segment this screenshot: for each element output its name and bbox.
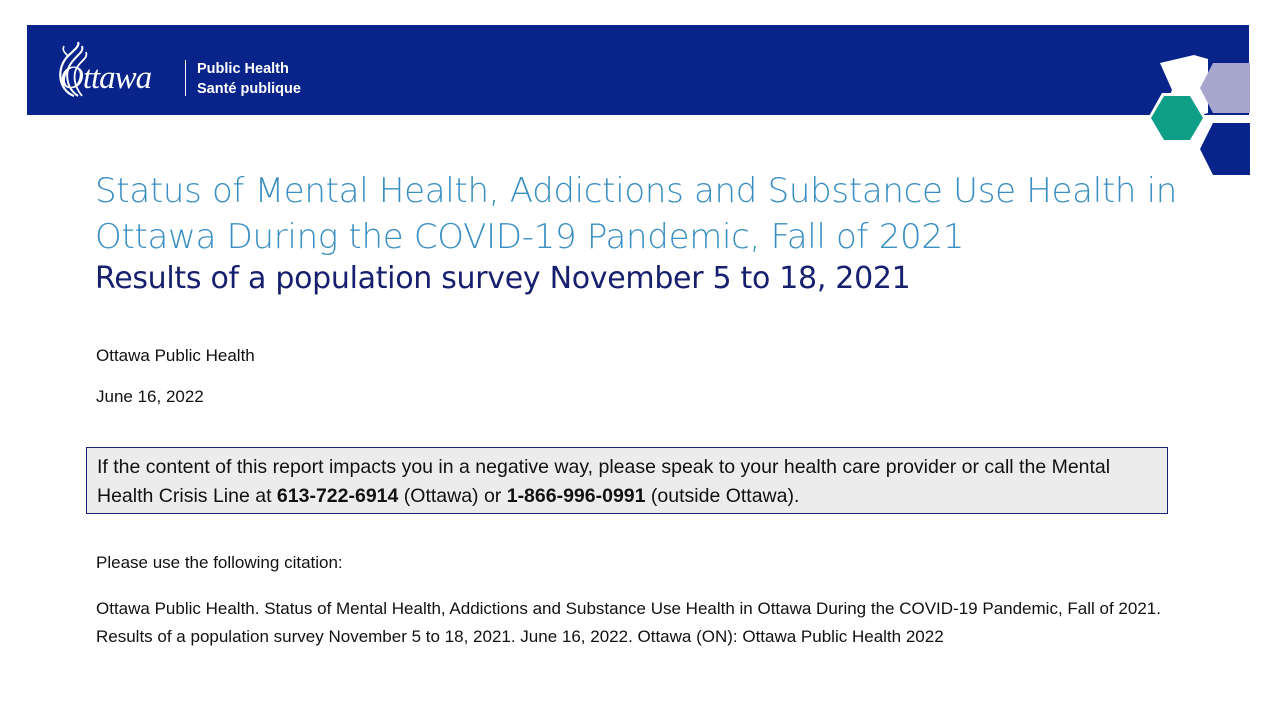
report-title: Status of Mental Health, Addictions and Substance Use Health in Ottawa During the COVID-19 Pandemic, Fall of 2021 <box>95 171 1178 257</box>
crisis-notice-box <box>86 447 1168 514</box>
notice-text-3: (outside Ottawa). <box>645 485 800 507</box>
logo-divider <box>185 60 186 96</box>
notice-text-1: If the content of this report impacts you in a negative way, please speak to your health care provider or call the Mental Health Crisis Line at <box>97 456 1111 507</box>
report-subtitle: Results of a population survey November 5 to 18, 2021 <box>95 261 911 296</box>
report-date: June 16, 2022 <box>96 387 204 406</box>
department-name <box>197 59 301 99</box>
citation-intro: Please use the following citation: <box>96 553 343 572</box>
hexagon-decoration-icon <box>1140 55 1250 180</box>
ottawa-logo <box>52 40 192 102</box>
report-author: Ottawa Public Health <box>96 346 255 365</box>
department-name-fr: Santé publique <box>197 81 301 97</box>
phone-ottawa: 613-722-6914 <box>276 485 399 507</box>
department-name-en: Public Health <box>197 61 289 77</box>
citation-text: Ottawa Public Health. Status of Mental Health, Addictions and Substance Use Health in Ottawa During the COVID-19 Pandemic, Fall of 2021. Results of a population survey November 5 to 18, 2021. June 16, 2022. Ottawa (ON): Ottawa Public Health 2022 <box>96 599 1161 646</box>
notice-text-2: (Ottawa) or <box>398 485 507 507</box>
phone-outside: 1-866-996-0991 <box>506 485 646 507</box>
logo-wordmark: Ottawa <box>60 60 152 96</box>
